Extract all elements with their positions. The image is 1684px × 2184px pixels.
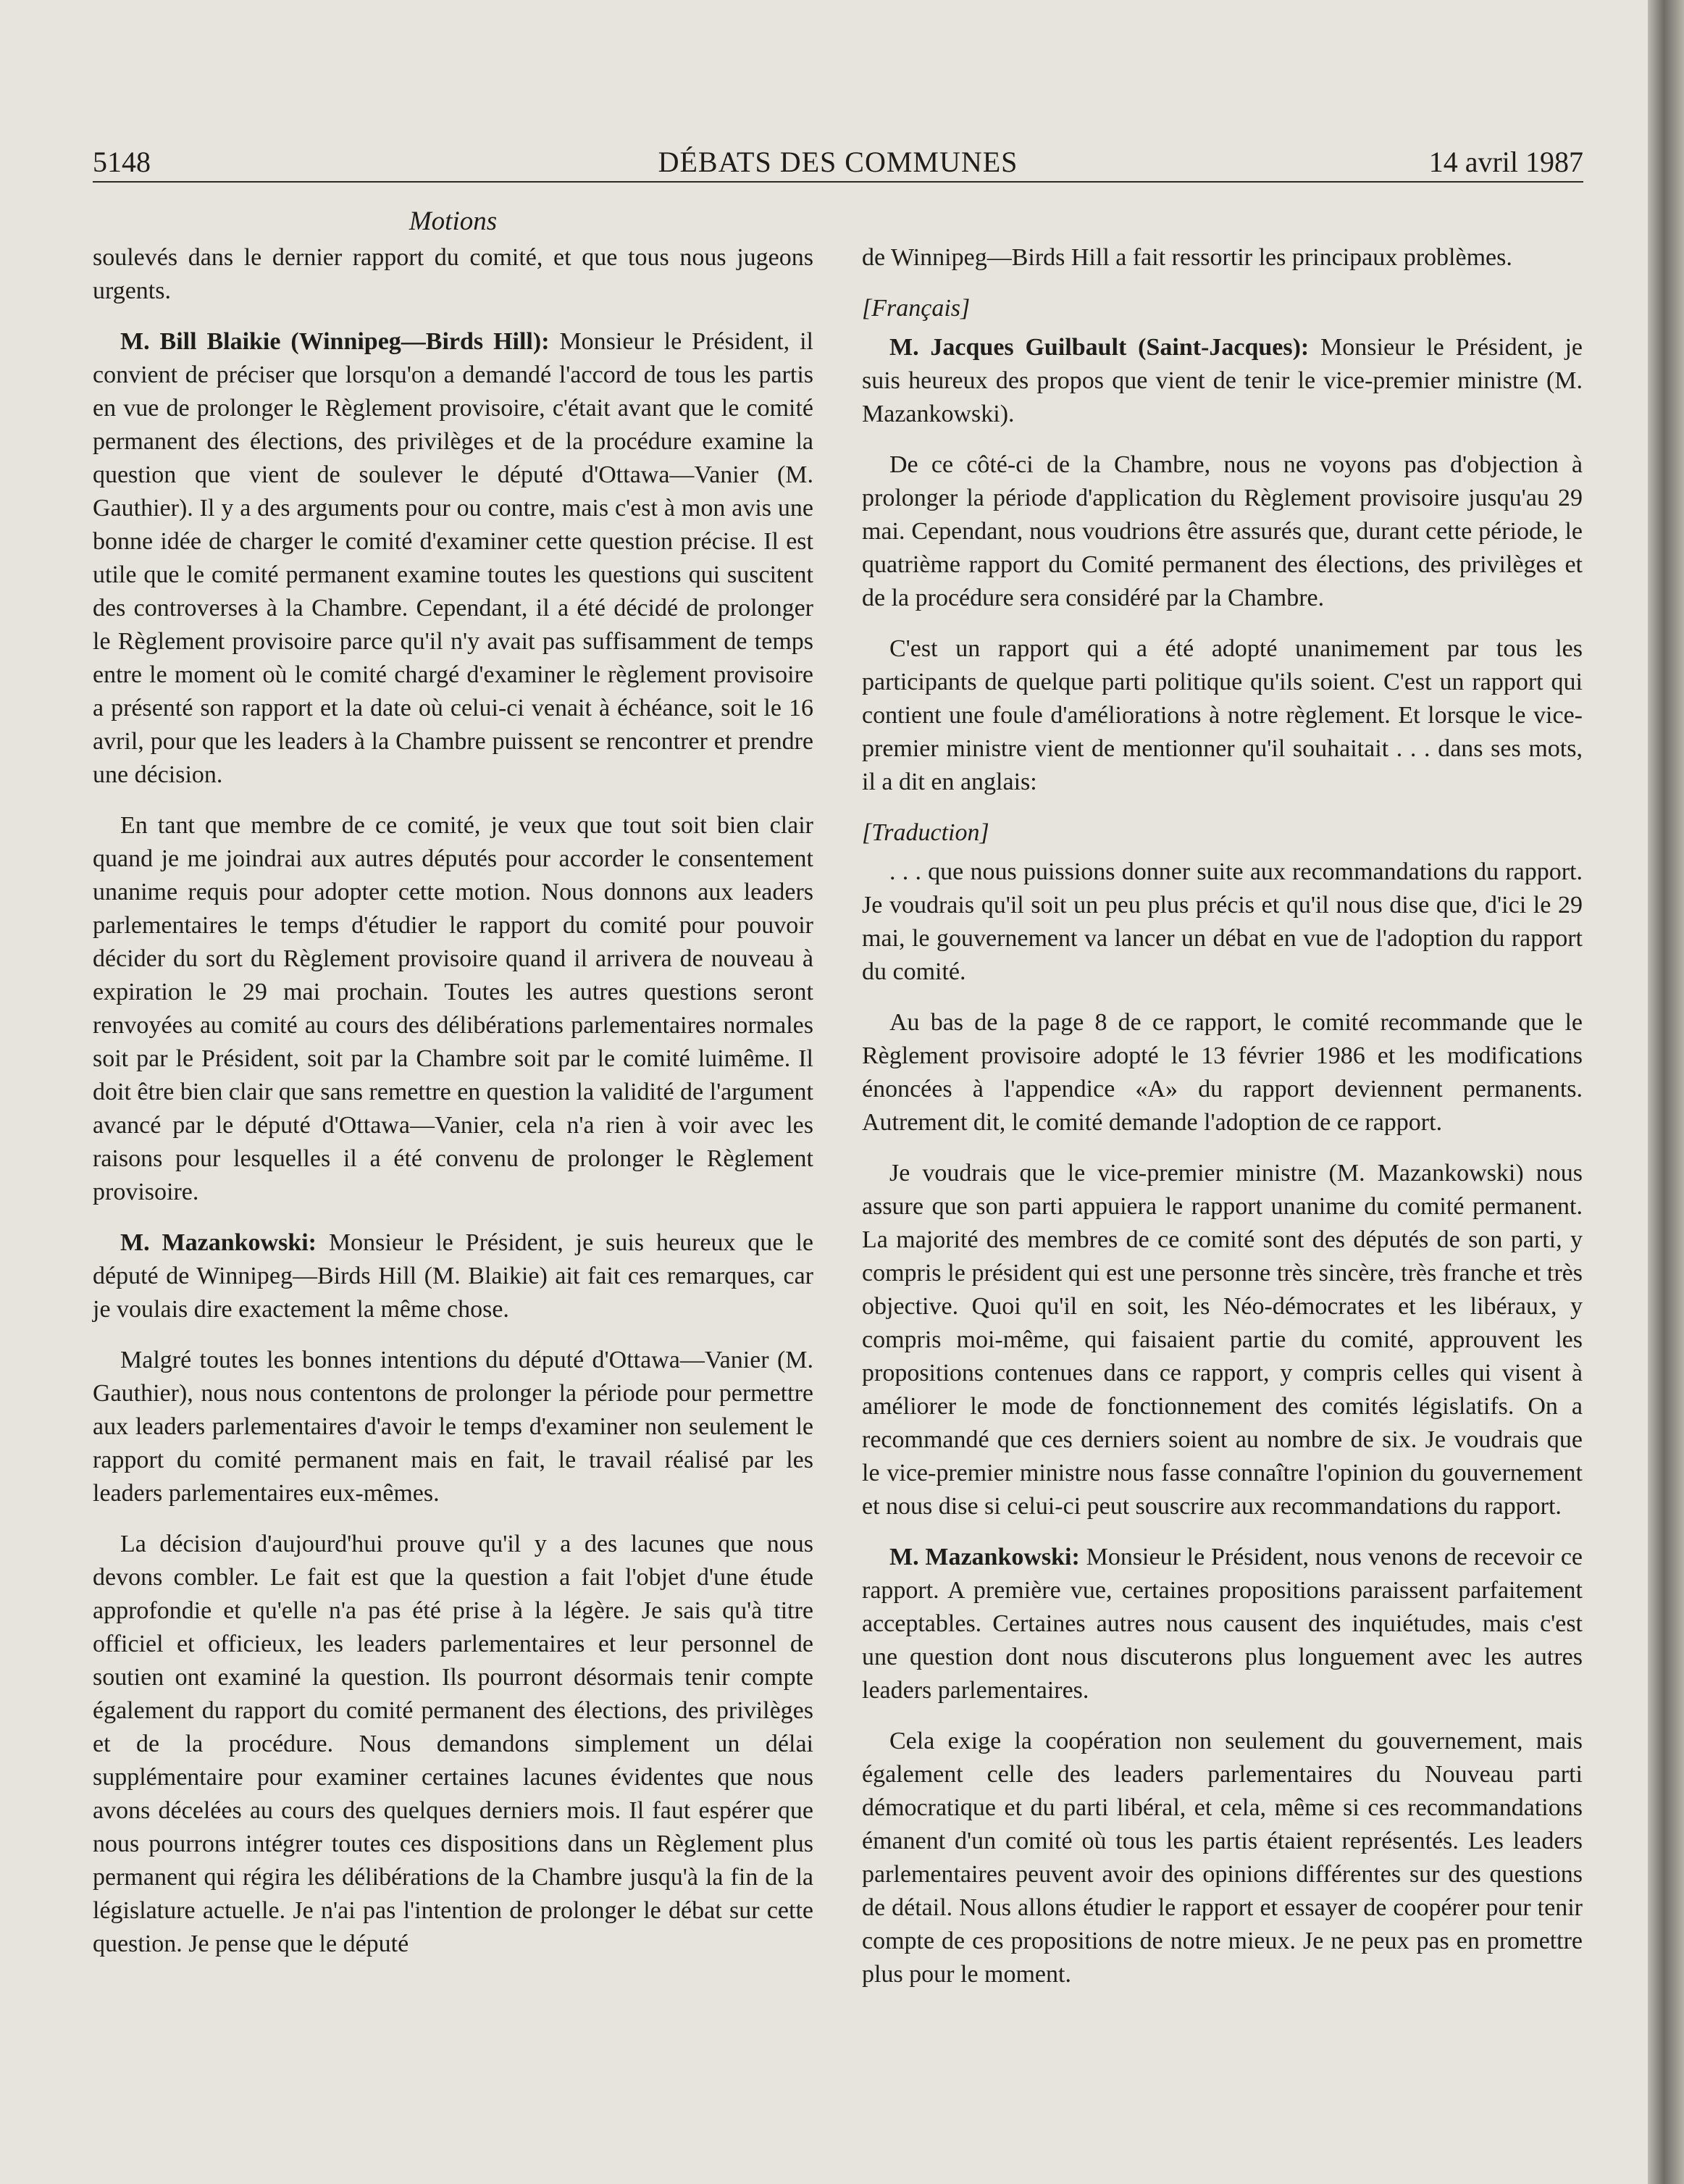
paragraph: Au bas de la page 8 de ce rapport, le comité recommande que le Règlement provisoire adopté le 13 février 1986 et les modifications énoncées à l'appendice «A» du rapport deviennent permanents. Autrement dit, le comité demande l'adoption de ce rapport. (862, 1009, 1583, 1136)
paragraph: M. Mazankowski: Monsieur le Président, nous venons de recevoir ce rapport. A première vue, certaines propositions paraissent parfaitement acceptables. Certaines autres nous causent des inquiétudes, mais c'est une question dont nous discuterons plus longuement avec les autres leaders parlementaires. (862, 1544, 1583, 1704)
paragraph: Je voudrais que le vice-premier ministre (M. Mazankowski) nous assure que son parti appuiera le rapport unanime du comité permanent. La majorité des membres de ce comité sont des députés de son parti, y compris le président qui est une personne très sincère, très franche et très objective. Quoi qu'il en soit, les Néo-démocrates et les libéraux, y compris moi-même, qui faisaient partie du comité, approuvent les propositions contenues dans ce rapport, y compris celles qui visent à améliorer le mode de fonctionnement des comités législatifs. On a recommandé que ces derniers soient au nombre de six. Je voudrais que le vice-premier ministre nous fasse connaître l'opinion du gouvernement et nous dise si celui-ci peut souscrire aux recommandations du rapport. (862, 1160, 1583, 1520)
page-number: 5148 (93, 146, 151, 178)
publication-date: 14 avril 1987 (1428, 146, 1583, 178)
paragraph: Malgré toutes les bonnes intentions du député d'Ottawa—Vanier (M. Gauthier), nous nous contentons de prolonger la période pour permettre aux leaders parlementaires d'avoir le temps d'examiner non seulement le rapport du comité permanent mais en fait, le travail réalisé par les leaders parlementaires eux-mêmes. (93, 1347, 813, 1507)
left-column (93, 241, 813, 1978)
paragraph: de Winnipeg—Birds Hill a fait ressortir les principaux problèmes. (862, 244, 1512, 271)
paragraph: M. Bill Blaikie (Winnipeg—Birds Hill): Monsieur le Président, il convient de préciser que lorsqu'on a demandé l'accord de tous les partis en vue de prolonger le Règlement provisoire, c'était avant que le comité permanent des élections, des privilèges et de la procédure examine la question que vient de soulever le député d'Ottawa—Vanier (M. Gauthier). Il y a des arguments pour ou contre, mais c'est à mon avis une bonne idée de charger le comité d'examiner cette question précise. Il est utile que le comité permanent examine toutes les questions qui suscitent des controverses à la Chambre. Cependant, il a été décidé de prolonger le Règlement provisoire parce qu'il n'y avait pas suffisamment de temps entre le moment où le comité chargé d'examiner le règlement provisoire a présenté son rapport et la date où celui-ci venait à échéance, soit le 16 avril, pour que les leaders à la Chambre puissent se rencontrer et prendre une décision. (93, 328, 813, 788)
paragraph: M. Mazankowski: Monsieur le Président, je suis heureux que le député de Winnipeg—Birds Hill (M. Blaikie) ait fait ces remarques, car je voulais dire exactement la même chose. (93, 1229, 813, 1323)
right-column (862, 241, 1583, 2009)
paragraph: M. Jacques Guilbault (Saint-Jacques): Monsieur le Président, je suis heureux des propos que vient de tenir le vice-premier ministre (M. Mazankowski). (862, 334, 1583, 427)
section-title: Motions (409, 206, 498, 236)
paragraph: La décision d'aujourd'hui prouve qu'il y a des lacunes que nous devons combler. Le fait est que la question a fait l'objet d'une étude approfondie et qu'elle n'a pas été prise à la légère. Je sais qu'à titre officiel et officieux, les leaders parlementaires et leur personnel de soutien ont examiné la question. Ils pourront désormais tenir compte également du rapport du comité permanent des élections, des privilèges et de la procédure. Nous demandons simplement un délai supplémentaire pour examiner certaines lacunes évidentes que nous avons décelées au cours des quelques derniers mois. Il faut espérer que nous pourrons intégrer toutes ces dispositions dans un Règlement plus permanent qui régira les délibérations de la Chambre jusqu'à la fin de la législature actuelle. Je n'ai pas l'intention de prolonger le débat sur cette question. Je pense que le député (93, 1531, 813, 1957)
publication-title: DÉBATS DES COMMUNES (658, 146, 1018, 178)
speaker-name: M. Mazankowski: (889, 1544, 1080, 1570)
speaker-name: M. Bill Blaikie (Winnipeg—Birds Hill): (120, 328, 550, 355)
paragraph: . . . que nous puissions donner suite aux recommandations du rapport. Je voudrais qu'il soit un peu plus précis et qu'il nous dise que, d'ici le 29 mai, le gouvernement va lancer un débat en vue de l'adoption du rapport du comité. (862, 858, 1583, 985)
speaker-name: M. Mazankowski: (120, 1229, 317, 1256)
paragraph: De ce côté-ci de la Chambre, nous ne voyons pas d'objection à prolonger la période d'application du Règlement provisoire jusqu'au 29 mai. Cependant, nous voudrions être assurés que, durant cette période, le quatrième rapport du Comité permanent des élections, des privilèges et de la procédure sera considéré par la Chambre. (862, 451, 1583, 611)
paragraph: soulevés dans le dernier rapport du comité, et que tous nous jugeons urgents. (93, 244, 813, 304)
language-tag: [Traduction] (862, 819, 989, 846)
paragraph: C'est un rapport qui a été adopté unanimement par tous les participants de quelque parti politique qu'ils soient. C'est un rapport qui contient une foule d'améliorations à notre règlement. Et lorsque le vice-premier ministre vient de mentionner qu'il souhaitait . . . dans ses mots, il a dit en anglais: (862, 635, 1583, 795)
binding-edge (1648, 0, 1684, 2184)
paragraph: Cela exige la coopération non seulement du gouvernement, mais également celle des leaders parlementaires du Nouveau parti démocratique et du parti libéral, et cela, même si ces recommandations émanent d'un comité où tous les partis étaient représentés. Les leaders parlementaires peuvent avoir des opinions différentes sur des questions de détail. Nous allons étudier le rapport et essayer de coopérer pour tenir compte de ces propositions de notre mieux. Je ne peux pas en promettre plus pour le moment. (862, 1728, 1583, 1988)
paragraph: En tant que membre de ce comité, je veux que tout soit bien clair quand je me joindrai aux autres députés pour accorder le consentement unanime requis pour adopter cette motion. Nous donnons aux leaders parlementaires le temps d'étudier le rapport du comité pour pouvoir décider du sort du Règlement provisoire quand il arrivera de nouveau à expiration le 29 mai prochain. Toutes les autres questions seront renvoyées au comité au cours des délibérations parlementaires normales soit par le Président, soit par la Chambre soit par le comité luimême. Il doit être bien clair que sans remettre en question la validité de l'argument avancé par le député d'Ottawa—Vanier, cela n'a rien à voir avec les raisons pour lesquelles il a été convenu de prolonger le Règlement provisoire. (93, 812, 813, 1205)
language-tag: [Français] (862, 295, 971, 322)
page-header (93, 143, 1583, 183)
speaker-name: M. Jacques Guilbault (Saint-Jacques): (889, 334, 1310, 361)
